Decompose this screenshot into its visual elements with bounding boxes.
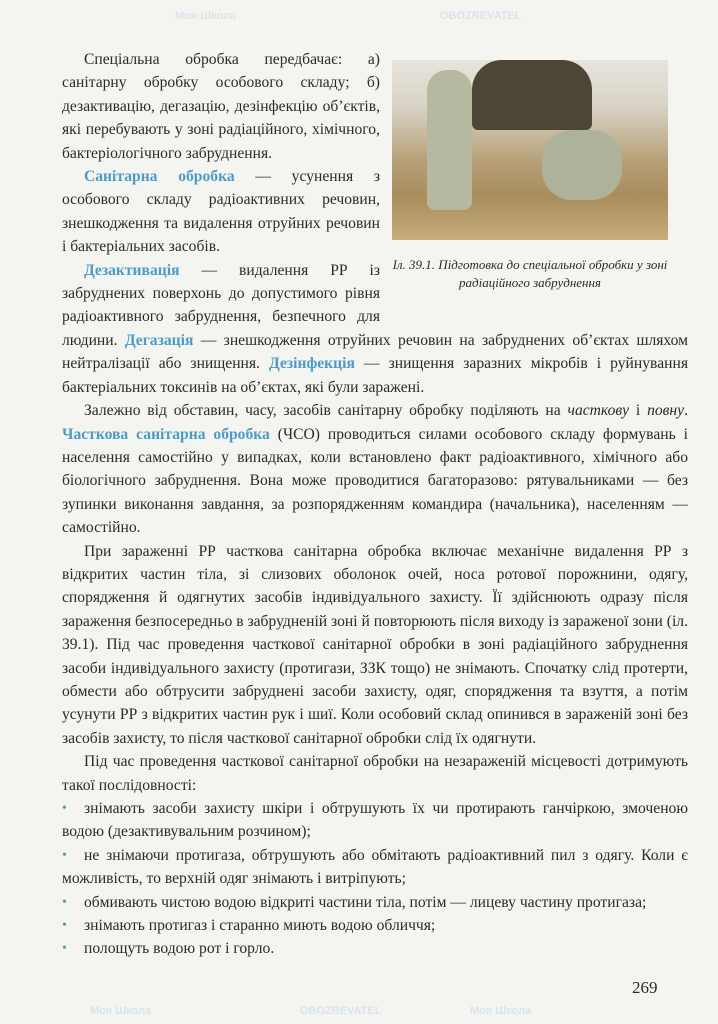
paragraph-partial xyxy=(62,399,688,539)
steps-list xyxy=(62,797,688,961)
page-number: 269 xyxy=(632,978,658,997)
term: Дезінфекція xyxy=(269,355,355,373)
paragraph-sequence: Під час проведення часткової санітарної обробки на незараженій місцевості дотримують такої послідовності: xyxy=(62,753,688,794)
term: Дегазація xyxy=(124,331,194,349)
illustration-39-1 xyxy=(392,60,668,240)
paragraph-rr: При зараженні РР часткова санітарна обробка включає механічне видалення РР з відкритих частин тіла, зі слизових оболонок очей, носа ротової порожнини, одягу, спорядження й одягнутих засобів індивідуального захисту. Її здійснюють одразу після зараження безпосередньо в забрудненій зоні й повторюють після виходу із зараженої зони (іл. 39.1). Під час проведення часткової санітарної обробки в зоні радіаційного забруднення засоби індивідуального захисту (протигази, ЗЗК тощо) не знімають. Спочатку слід протерти, обмести або обтрусити забруднені засоби захисту, одяг, спорядження та взуття, а потім усунути РР з відкритих частин рук і шиї. Коли особовий склад опинився в зараженій зоні без засобів захисту, то після часткової санітарної обробки слід їх одягнути. xyxy=(62,542,688,747)
soldier-figure xyxy=(427,70,472,210)
list-item: • знімають протигаз і старанно миють водою обличчя; xyxy=(62,914,688,937)
figure-caption: Іл. 39.1. Підготовка до спеціальної обробки у зоні радіаційного забруднення xyxy=(392,257,668,290)
list-item: • знімають засоби захисту шкіри і обтрушують їх чи протирають ганчіркою, змоченою водою (дезактивувальним розчином); xyxy=(62,797,688,844)
text: Залежно від обставин, часу, засобів санітарну обробку поділяють на xyxy=(84,402,568,420)
watermark: OBOZREVATEL xyxy=(440,10,522,22)
watermark: OBOZREVATEL xyxy=(300,1005,382,1017)
term: Часткова санітарна обробка xyxy=(62,425,270,443)
text: і xyxy=(629,402,648,420)
term: Санітарна обробка xyxy=(84,168,235,186)
list-item: • обмивають чистою водою відкриті частини тіла, потім — лицеву частину протигаза; xyxy=(62,891,688,914)
figure xyxy=(392,60,688,306)
text: (ЧСО) проводиться силами особового складу формувань і населення самостійно у випадках, коли встановлено факт радіоактивного, хімічного або біологічного забруднення. Вона може проводитися багаторазово: рятувальниками — без зупинки виконання завдання, за розпорядженням командира (начальника), населенням — самостійно. xyxy=(62,425,688,537)
text: — видалення РР із забруднених поверхонь до допустимого рівня радіоактивного забруднення, безпечного для людини. xyxy=(62,261,380,349)
text: — знешкодження отруйних речовин на забруднених об’єктах шляхом нейтралізації або знищення. xyxy=(62,331,689,373)
list-item: • полощуть водою рот і горло. xyxy=(62,937,688,960)
text: повну xyxy=(647,402,685,420)
text: часткову xyxy=(567,402,630,420)
page-body xyxy=(62,48,688,961)
watermark: Моя Школа xyxy=(470,1005,532,1017)
term: Дезактивація xyxy=(84,261,180,279)
list-item: • не знімаючи протигаза, обтрушують або обмітають радіоактивний пил з одягу. Коли є можливість, то верхній одяг знімають і витріпують; xyxy=(62,844,688,891)
watermark: Моя Школа xyxy=(90,1005,152,1017)
text: . xyxy=(684,402,688,420)
soldier-figure xyxy=(542,130,622,200)
armored-vehicle xyxy=(472,60,592,130)
watermark: Моя Школа xyxy=(175,10,237,22)
text: — усунення з особового складу радіоактивних речовин, знешкодження та видалення отруйних речовин і бактеріальних засобів. xyxy=(62,168,381,256)
text: — знищення заразних мікробів і руйнування бактеріальних токсинів на об’єктах, які були заражені. xyxy=(62,355,688,396)
paragraph-intro: Спеціальна обробка передбачає: а) санітарну обробку особового складу; б) дезактивацію, дегазацію, дезінфекцію об’єктів, які перебувають у зоні радіаційного, хімічного, бактеріологічного забруднення. xyxy=(62,51,380,162)
